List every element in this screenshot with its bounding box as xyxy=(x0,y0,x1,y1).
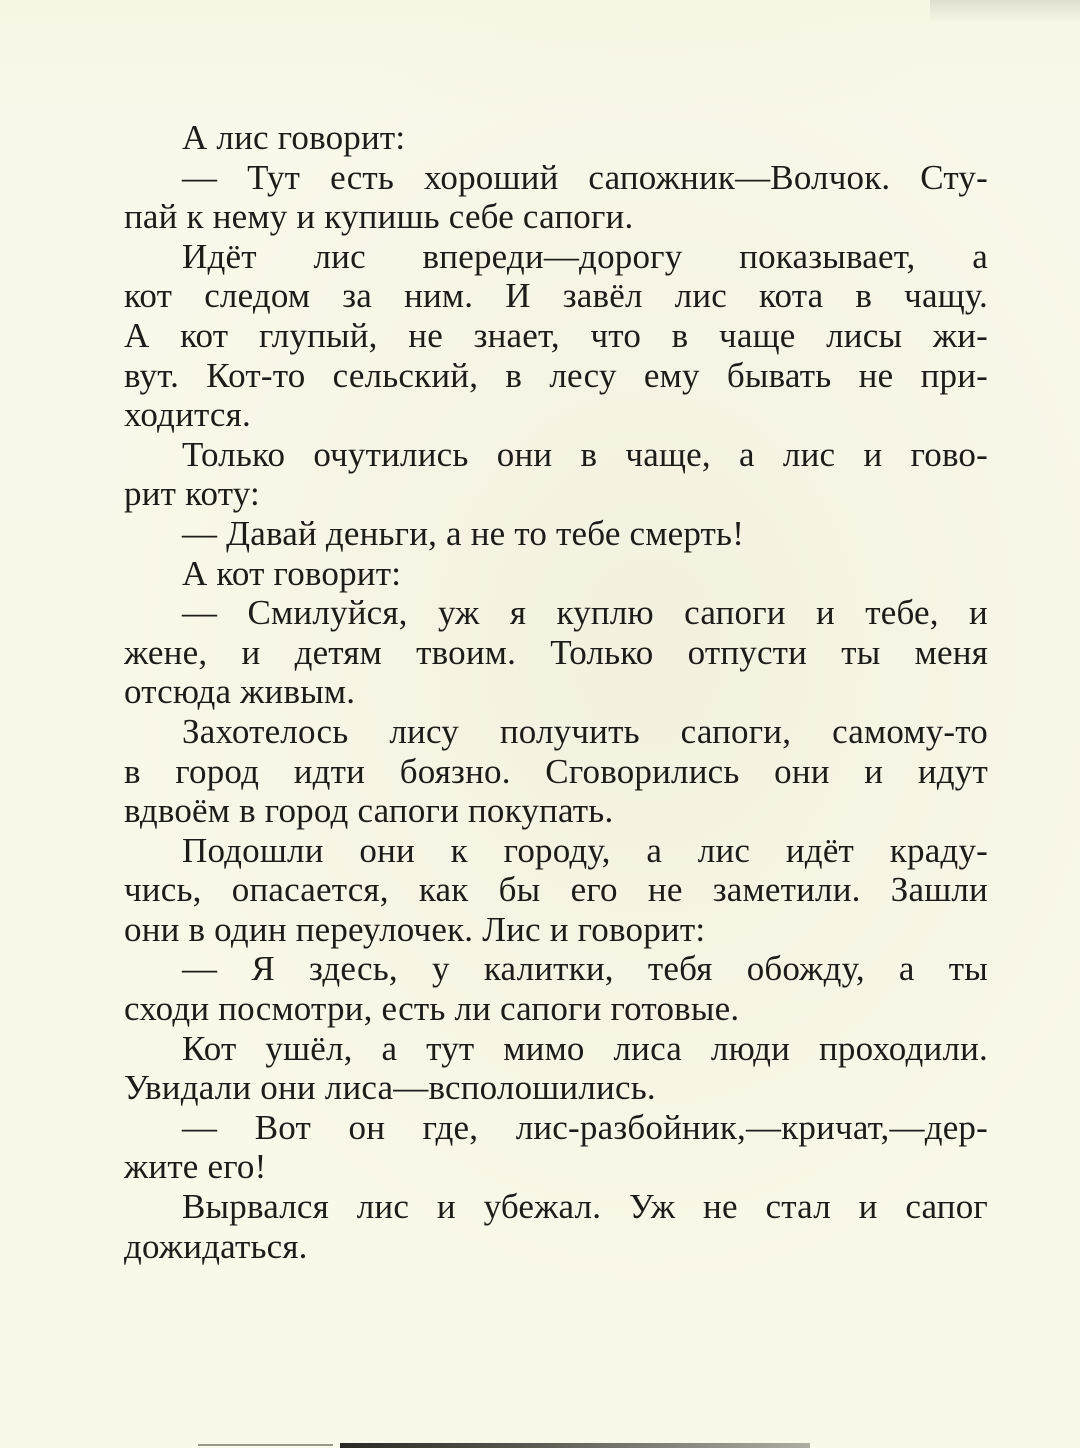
text-line: вдвоём в город сапоги покупать. xyxy=(124,791,614,831)
text-line: отсюда живым. xyxy=(124,672,356,712)
text-line: рит коту: xyxy=(124,474,260,514)
text-line: — Вот он где, лис-разбойник,—кричат,—дер- xyxy=(182,1107,988,1147)
text-line: кот следом за ним. И завёл лис кота в чащу. xyxy=(124,276,988,316)
text-line: А кот говорит: xyxy=(182,553,402,593)
text-line: ходится. xyxy=(124,395,251,435)
text-line: вут. Кот-то сельский, в лесу ему бывать не при- xyxy=(124,355,988,395)
text-line: Идёт лис впереди—дорогу показывает, а xyxy=(182,236,988,276)
text-line: сходи посмотри, есть ли сапоги готовые. xyxy=(124,989,740,1029)
text-line: Кот ушёл, а тут мимо лиса люди проходили. xyxy=(182,1028,988,1068)
text-line: чись, опасается, как бы его не заметили. Зашли xyxy=(124,870,988,910)
scan-shadow xyxy=(930,0,1080,22)
text-line: — Давай деньги, а не то тебе смерть! xyxy=(182,513,745,553)
page-edge-line xyxy=(198,1444,333,1446)
text-line: Вырвался лис и убежал. Уж не стал и сапог xyxy=(182,1187,988,1227)
text-line: жите его! xyxy=(124,1147,267,1187)
story-text xyxy=(124,118,988,1266)
page-edge-shadow xyxy=(340,1443,810,1448)
text-line: дожидаться. xyxy=(124,1226,308,1266)
text-line: Подошли они к городу, а лис идёт краду- xyxy=(182,830,988,870)
text-line: жене, и детям твоим. Только отпусти ты меня xyxy=(124,632,988,672)
text-line: — Тут есть хороший сапожник—Волчок. Сту- xyxy=(182,157,988,197)
text-line: — Я здесь, у калитки, тебя обожду, а ты xyxy=(182,949,988,989)
text-line: — Смилуйся, уж я куплю сапоги и тебе, и xyxy=(182,593,988,633)
text-line: пай к нему и купишь себе сапоги. xyxy=(124,197,634,237)
text-line: А кот глупый, не знает, что в чаще лисы жи- xyxy=(124,315,988,355)
text-line: в город идти боязно. Сговорились они и идут xyxy=(124,751,988,791)
text-line: Увидали они лиса—всполошились. xyxy=(124,1068,656,1108)
text-line: они в один переулочек. Лис и говорит: xyxy=(124,909,706,949)
text-line: Захотелось лису получить сапоги, самому-то xyxy=(182,711,988,751)
text-line: Только очутились они в чаще, а лис и гово- xyxy=(182,434,988,474)
text-line: А лис говорит: xyxy=(182,118,406,157)
